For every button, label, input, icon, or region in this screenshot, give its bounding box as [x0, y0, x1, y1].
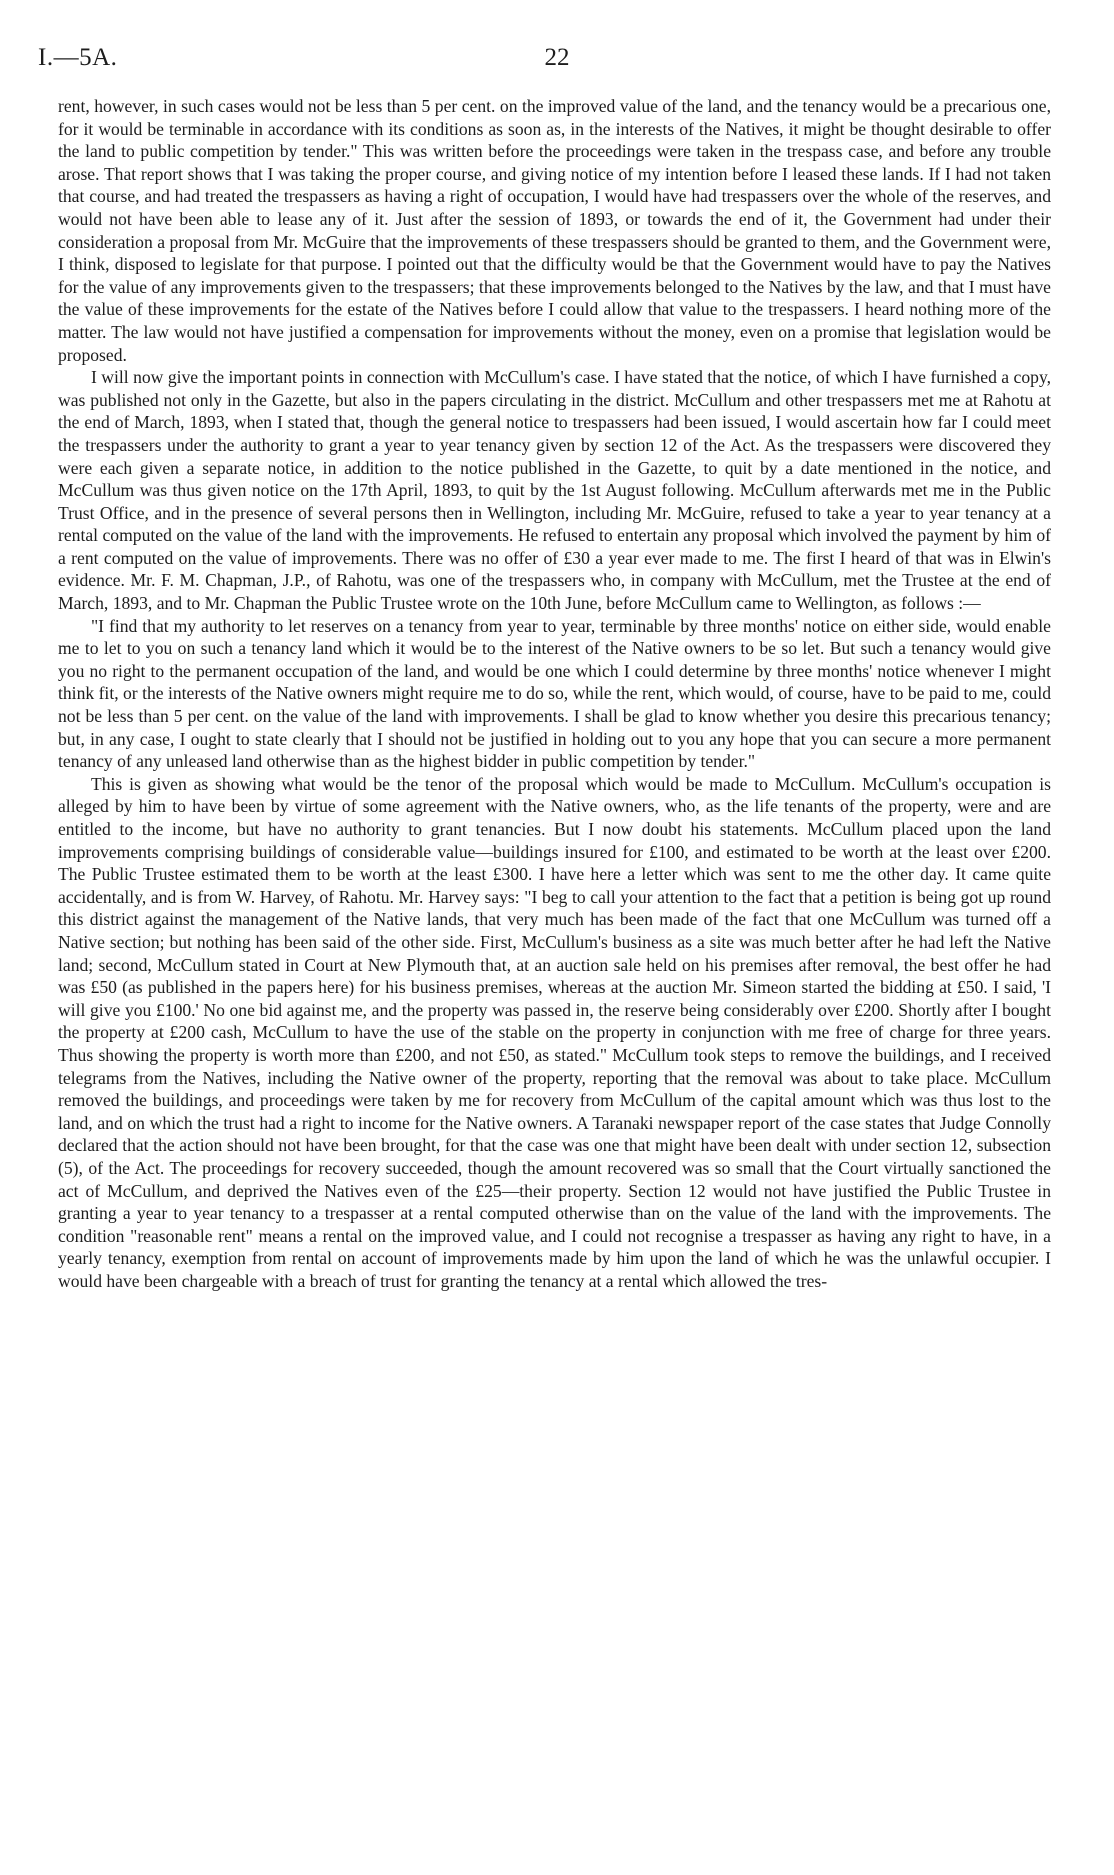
page-number: 22: [544, 44, 570, 71]
page-header: [38, 44, 1076, 78]
document-reference: I.—5A.: [38, 44, 118, 71]
paragraph: rent, however, in such cases would not be less than 5 per cent. on the improved value of the land, and the tenancy would be a precarious one, for it would be terminable in accordance with its conditions as soon as, in the interests of the Natives, it might be thought desirable to offer the land to public competition by tender." This was written before the proceedings were taken in the trespass case, and before any trouble arose. That report shows that I was taking the proper course, and giving notice of my intention before I leased these lands. If I had not taken that course, and had treated the trespassers as having a right of occupation, I would have had trespassers over the whole of the reserves, and would not have been able to lease any of it. Just after the session of 1893, or towards the end of it, the Government had under their consideration a proposal from Mr. McGuire that the improvements of these trespassers should be granted to them, and the Government were, I think, disposed to legislate for that purpose. I pointed out that the difficulty would be that the Government would have to pay the Natives for the value of any improvements given to the trespassers; that these improvements belonged to the Natives by the law, and that I must have the value of these improvements for the estate of the Natives before I could allow that value to the trespassers. I heard nothing more of the matter. The law would not have justified a compensation for improvements without the money, even on a promise that legislation would be proposed.: [58, 96, 1051, 365]
paragraph: This is given as showing what would be the tenor of the proposal which would be made to McCullum. McCullum's occupation is alleged by him to have been by virtue of some agreement with the Native owners, who, as the life tenants of the property, were and are entitled to the income, but have no authority to grant tenancies. But I now doubt his statements. McCullum placed upon the land improvements comprising buildings of considerable value—buildings insured for £100, and estimated to be worth at the least over £200. The Public Trustee estimated them to be worth at the least £300. I have here a letter which was sent to me the other day. It came quite accidentally, and is from W. Harvey, of Rahotu. Mr. Harvey says: "I beg to call your attention to the fact that a petition is being got up round this district against the management of the Native lands, that very much has been made of the fact that one McCullum was turned off a Native section; but nothing has been said of the other side. First, McCullum's business as a site was much better after he had left the Native land; second, McCullum stated in Court at New Plymouth that, at an auction sale held on his premises after removal, the best offer he had was £50 (as published in the papers here) for his business premises, whereas at the auction Mr. Simeon started the bidding at £50. I said, 'I will give you £100.' No one bid against me, and the property was passed in, the reserve being considerably over £200. Shortly after I bought the property at £200 cash, McCullum to have the use of the stable on the property in conjunction with me free of charge for three years. Thus showing the property is worth more than £200, and not £50, as stated." McCullum took steps to remove the buildings, and I received telegrams from the Natives, including the Native owner of the property, reporting that the removal was about to take place. McCullum removed the buildings, and proceedings were taken by me for recovery from McCullum of the capital amount which was thus lost to the land, and on which the trust had a right to income for the Native owners. A Taranaki newspaper report of the case states that Judge Connolly declared that the action should not have been brought, for that the case was one that might have been dealt with under section 12, subsection (5), of the Act. The proceedings for recovery succeeded, though the amount recovered was so small that the Court virtually sanctioned the act of McCullum, and deprived the Natives even of the £25—their property. Section 12 would not have justified the Public Trustee in granting a year to year tenancy to a trespasser at a rental computed otherwise than on the value of the land with the improvements. The condition "reasonable rent" means a rental on the improved value, and I could not recognise a trespasser as having any right to have, in a yearly tenancy, exemption from rental on account of improvements made by him upon the land of which he was the unlawful occupier. I would have been chargeable with a breach of trust for granting the tenancy at a rental which allowed the tres-: [58, 773, 1051, 1291]
paragraph: I will now give the important points in connection with McCullum's case. I have stated that the notice, of which I have furnished a copy, was published not only in the Gazette, but also in the papers circulating in the district. McCullum and other trespassers met me at Rahotu at the end of March, 1893, when I stated that, though the general notice to trespassers had been issued, I would ascertain how far I could meet the trespassers under the authority to grant a year to year tenancy given by section 12 of the Act. As the trespassers were discovered they were each given a separate notice, in addition to the notice published in the Gazette, to quit by a date mentioned in the notice, and McCullum was thus given notice on the 17th April, 1893, to quit by the 1st August following. McCullum afterwards met me in the Public Trust Office, and in the presence of several persons then in Wellington, including Mr. McGuire, refused to take a year to year tenancy at a rental computed on the value of the land with the improvements. He refused to entertain any proposal which involved the payment by him of a rent computed on the value of improvements. There was no offer of £30 a year ever made to me. The first I heard of that was in Elwin's evidence. Mr. F. M. Chapman, J.P., of Rahotu, was one of the trespassers who, in company with McCullum, met the Trustee at the end of March, 1893, and to Mr. Chapman the Public Trustee wrote on the 10th June, before McCullum came to Wellington, as follows :—: [58, 367, 1051, 614]
quoted-letter-paragraph: "I find that my authority to let reserves on a tenancy from year to year, terminable by three months' notice on either side, would enable me to let to you on such a tenancy land which it would be to the interest of the Native owners to be so let. But such a tenancy would give you no right to the permanent occupation of the land, and would be one which I could determine by three months' notice whenever I might think fit, or the interests of the Native owners might require me to do so, while the rent, which would, of course, have to be paid to me, could not be less than 5 per cent. on the value of the land with improvements. I shall be glad to know whether you desire this precarious tenancy; but, in any case, I ought to state clearly that I should not be justified in holding out to you any hope that you can secure a more permanent tenancy of any unleased land otherwise than as the highest bidder in public competition by tender.": [58, 615, 1051, 772]
body-text: [58, 95, 1051, 1292]
